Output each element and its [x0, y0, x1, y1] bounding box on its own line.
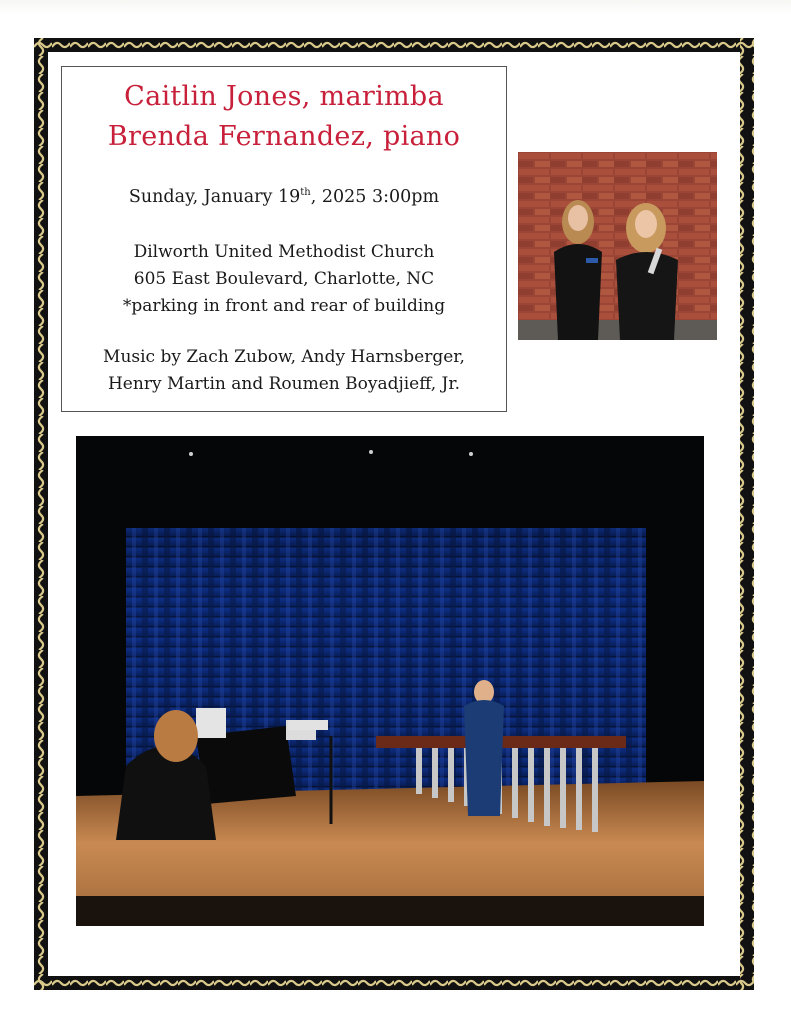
performer-piano: Brenda Fernandez, piano — [107, 121, 461, 152]
event-date — [62, 185, 506, 209]
date-suffix: th — [300, 187, 311, 199]
performers-portrait-photo — [518, 152, 717, 340]
performer-marimba: Caitlin Jones, marimba — [124, 81, 444, 112]
composers-line-1: Music by Zach Zubow, Andy Harnsberger, — [103, 347, 465, 367]
venue-name: Dilworth United Methodist Church — [133, 242, 435, 262]
venue-block — [62, 239, 506, 320]
composers-block — [62, 344, 506, 398]
date-rest: , 2025 3:00pm — [310, 187, 440, 207]
concert-stage-photo — [76, 436, 704, 926]
composers-line-2: Henry Martin and Roumen Boyadjieff, Jr. — [107, 374, 461, 394]
scan-edge — [0, 0, 791, 14]
stage-icon — [76, 436, 704, 926]
venue-address: 605 East Boulevard, Charlotte, NC — [133, 269, 435, 289]
parking-note: *parking in front and rear of building — [122, 296, 446, 316]
date-prefix: Sunday, January 19 — [128, 187, 301, 207]
portrait-icon — [518, 152, 717, 340]
event-info-box — [61, 66, 507, 412]
